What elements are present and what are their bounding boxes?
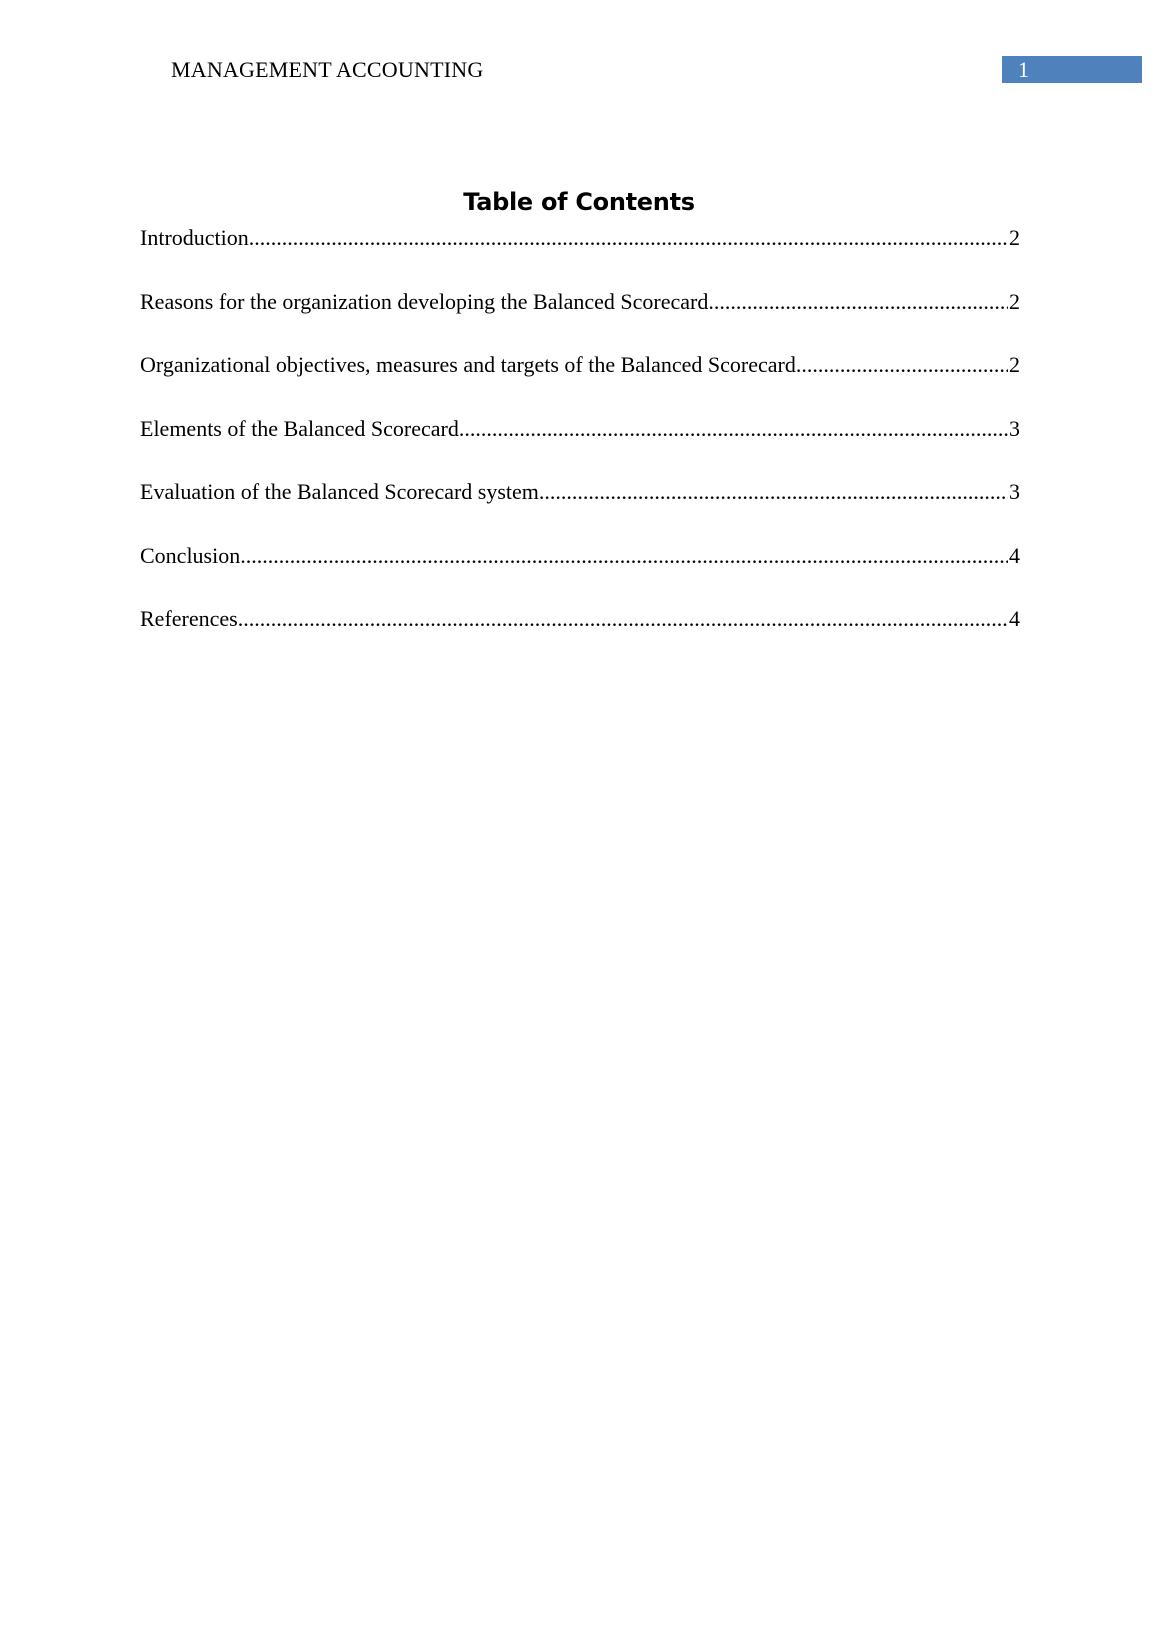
- toc-entry-text: Reasons for the organization developing the Balanced Scorecard: [140, 288, 709, 314]
- dot-leader: [249, 224, 1008, 252]
- toc-entry-page: 4: [1009, 606, 1020, 631]
- toc-entry-page: 2: [1009, 225, 1020, 250]
- toc-entry-text: Elements of the Balanced Scorecard: [140, 415, 459, 441]
- toc-entry-text: Conclusion: [140, 542, 241, 568]
- dot-leader: [708, 288, 1008, 316]
- toc-entry-objectives[interactable]: [140, 351, 1020, 415]
- dot-leader: [539, 478, 1008, 506]
- dot-leader: [796, 351, 1008, 379]
- toc-entry-conclusion[interactable]: [140, 542, 1020, 606]
- toc-entry-reasons[interactable]: [140, 288, 1020, 352]
- dot-leader: [238, 605, 1008, 633]
- page-number: 1: [1018, 57, 1029, 82]
- toc-title: Table of Contents: [463, 188, 695, 216]
- toc-entry-page: 3: [1009, 479, 1020, 504]
- toc-entry-elements[interactable]: [140, 415, 1020, 479]
- table-of-contents: [140, 224, 1020, 669]
- toc-entry-text: Introduction: [140, 225, 249, 250]
- toc-entry-evaluation[interactable]: [140, 478, 1020, 542]
- toc-entry-page: 3: [1009, 415, 1020, 441]
- toc-entry-page: 2: [1009, 288, 1020, 314]
- running-head: MANAGEMENT ACCOUNTING: [171, 57, 484, 82]
- page-number-box: [1002, 56, 1142, 83]
- toc-entry-text: Organizational objectives, measures and targets of the Balanced Scorecard: [140, 352, 796, 377]
- toc-entry-page: 4: [1009, 542, 1020, 568]
- toc-entry-references[interactable]: [140, 605, 1020, 669]
- toc-entry-text: Evaluation of the Balanced Scorecard system: [140, 479, 539, 504]
- toc-entry-text: References: [140, 606, 238, 631]
- toc-entry-introduction[interactable]: [140, 224, 1020, 288]
- dot-leader: [240, 542, 1008, 570]
- dot-leader: [459, 415, 1008, 443]
- toc-entry-page: 2: [1009, 352, 1020, 377]
